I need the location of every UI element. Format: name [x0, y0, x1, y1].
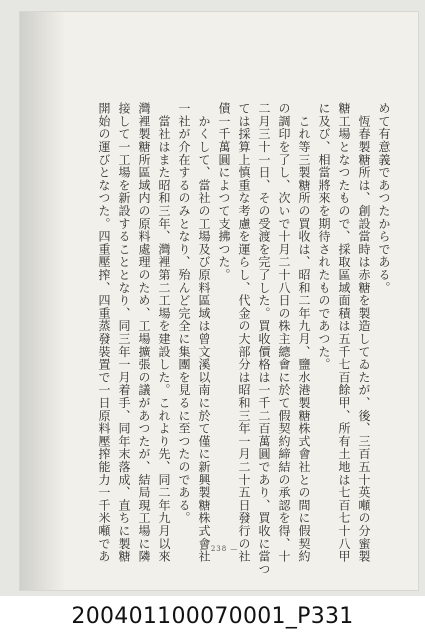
text-column: 二月三十一日、その受渡を完了した。買收價格は一千二百萬圓であり、買收に當つ: [257, 102, 271, 576]
page-number: — 238 —: [199, 545, 239, 553]
text-column: 當社はまた昭和三年、灣裡第二工場を建設した。これより先、同二年九月以來: [157, 102, 171, 563]
text-column: 恆春製糖所は、創設當時は赤糖を製造してゐたが、後、三百五十英噸の分蜜製: [357, 102, 371, 563]
text-column: 糖工場となつたもので、採取區域面積は五千七百餘甲、所有土地は七百七十八甲: [337, 102, 351, 563]
text-column: 開始の運びとなつた。四重壓搾、四重蒸發裝置で一日原料壓搾能力一千米噸であ: [97, 102, 111, 563]
text-column: ては採算上慎重な考慮を運らし、代金の大部分は昭和三年一月二十五日發行の社: [237, 102, 251, 563]
text-column: めて有意義であつたからである。: [377, 102, 391, 294]
book-gutter-shadow: [20, 12, 66, 590]
image-caption: 200401100070001_P331: [71, 604, 354, 629]
text-column: 灣裡製糖所區域内の原料處理のため、工場擴張の議があつたが、結局現工場に隣: [137, 102, 151, 563]
text-column: 接して一工場を新設することとなり、同三年一月着手、同年末落成、直ちに製糖: [117, 102, 131, 563]
book-page: [20, 12, 418, 590]
text-column: に及び、相當將來を期待されたものであつた。: [317, 102, 331, 371]
text-column: これ等三製糖所の買收は、昭和二年九月、鹽水港製糖株式會社との間に假契約: [297, 102, 311, 563]
text-column: の調印を了し、次いで十月二十八日の株主總會に於て假契約締結の承認を得、十: [277, 102, 291, 563]
text-column: かくして、當社の工場及び原料區域は曾文溪以南に於て僅に新興製糖株式會社: [197, 102, 211, 563]
text-column: 一社が介在するのみとなり、殆んど完全に集團を見るに至つたのである。: [177, 102, 191, 525]
text-column: 債一千萬圓によつて支拂つた。: [217, 102, 231, 282]
